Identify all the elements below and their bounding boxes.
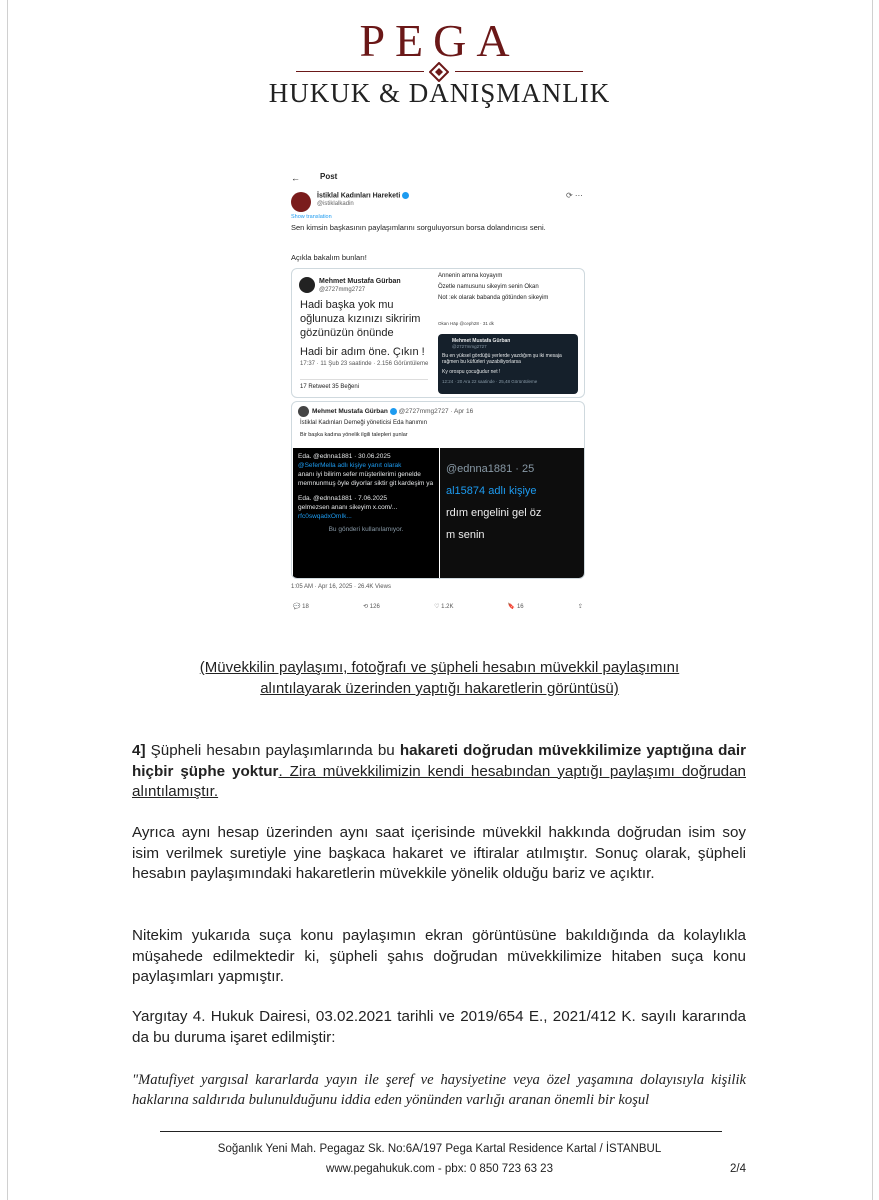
divider: [300, 379, 428, 380]
account-handle: @istiklalkadin: [317, 201, 354, 207]
quote-handle: @2727mmg2727: [319, 287, 366, 293]
court-quote: "Matufiyet yargısal kararlarda yayın ile şeref ve haysiyetine veya özel yaşamına dolayısıyla kişilik haklarına saldırıda bulunulduğunu iddia eden yönünden varlığı aranan önemli bir koşul: [132, 1072, 746, 1108]
dark-image-left: Eda. @ednna1881 · 30.06.2025 @SeferMella adlı kişiye yanıt olarak ananı iyi bilirim sefer müşterilerimi genelde memnunmuş öyle diyorlar siktir git kardeşim ya Eda. @ednna1881 · 7.06.2025 gelmezsen ananı sikeyim x.com/... rfc0swqadxOmIk... Bu gönderi kullanılamıyor.: [293, 448, 439, 578]
share-icon: ⇪: [577, 604, 583, 610]
dark-image-right: @ednna1881 · 25 al15874 adlı kişiye rdım engelini gel öz m senin: [440, 448, 585, 578]
like-icon: ♡ 1.2K: [434, 604, 454, 610]
logo-title: PEGA: [359, 15, 520, 66]
reply-icon: 💬 18: [293, 604, 309, 610]
quote-name: Mehmet Mustafa Gürban: [319, 278, 401, 285]
quote-meta: 17:37 · 11 Şub 23 saatinde · 2.156 Görüntüleme: [300, 361, 429, 367]
more-icon: ⟳ ⋯: [566, 191, 583, 200]
avatar: [291, 192, 311, 212]
bookmark-icon: 🔖 16: [507, 604, 524, 610]
page-number: 2/4: [730, 1163, 746, 1175]
tweet-timestamp: 1:05 AM · Apr 16, 2025 · 26.4K Views: [291, 584, 391, 590]
retweet-icon: ⟲ 126: [363, 604, 380, 610]
tweet-screenshot: [283, 165, 595, 620]
footer-web: www.pegahukuk.com - pbx: 0 850 723 63 23: [326, 1163, 553, 1175]
tweet-actions: [293, 603, 583, 610]
paragraph-3: Nitekim yukarıda suça konu paylaşımın ekran görüntüsüne bakıldığında da kolaylıkla müşahede edilmektedir ki, şüpheli şahıs doğrudan müvekkilimize hitaben suça konu paylaşımları yapmıştır.: [132, 927, 746, 985]
paragraph-4: 4] Şüpheli hesabın paylaşımlarında bu hakareti doğrudan müvekkilimize yaptığına dair hiçbir şüphe yoktur. Zira müvekkilimizin kendi hesabından yaptığı paylaşımı doğrudan alıntılamıştır.: [132, 742, 747, 800]
paragraph-4b: Yargıtay 4. Hukuk Dairesi, 03.02.2021 tarihli ve 2019/654 E., 2021/412 K. sayılı kararında da bu duruma işaret edilmiştir:: [132, 1008, 746, 1046]
reply-header: Okan Häp @ceph28 · 31 dk: [438, 321, 494, 326]
avatar: [299, 277, 315, 293]
account-name: İstiklal Kadınları Hareketi: [317, 192, 409, 199]
show-translation-link: Show translation: [291, 214, 332, 220]
quote-name: Mehmet Mustafa Gürban @2727mmg2727 · Apr 16: [312, 408, 474, 416]
quote-line-2: Bir başka kadına yönelik ilgili talepleri şunlar: [300, 432, 408, 438]
quote-big-text: Hadi başka yok mu oğlunuza kızınızı sikririm gözünüzün önünde: [300, 299, 421, 339]
quote-right-text: Annenin amına koyayım Özetle namusunu sikeyim senin Okan Not :ek olarak babanda götünden sikeyim: [438, 273, 549, 301]
quoted-tweet-1: [291, 268, 585, 398]
tweet-text: Sen kimsin başkasının paylaşımlarını sorguluyorsun borsa dolandırıcısı seni.: [291, 223, 546, 232]
logo-subtitle: HUKUK & DANIŞMANLIK: [268, 78, 611, 108]
verified-icon: [390, 408, 397, 415]
quote-big-text-2: Hadi bir adım öne. Çıkın !: [300, 346, 425, 358]
figure-caption: (Müvekkilin paylaşımı, fotoğrafı ve şüpheli hesabın müvekkil paylaşımını alıntılayarak üzerinden yaptığı hakaretlerin görüntüsü): [199, 659, 680, 697]
quote-stats: 17 Retweet 35 Beğeni: [300, 384, 360, 390]
back-arrow-icon: ←: [291, 173, 300, 183]
logo-rule-left: [296, 71, 424, 72]
post-title: Post: [320, 172, 338, 181]
dark-quote-card: Mehmet Mustafa Gürban @2727mmg2727 Bu en yüksel gördüğü yerlerde yazdığım şu iki mesaja rağmen bu küfürleri yazabiliyorlarsa Ky orospu çocuğudur net ! 12:24 · 20 Ara 22 saatinde · 25,48 Görüntüleme: [438, 334, 578, 394]
tweet-text-2: Açıkla bakalım bunları!: [291, 253, 367, 262]
footer-divider: [160, 1131, 722, 1132]
quote-line-1: İstiklal Kadınları Derneği yöneticisi Eda hanımın: [300, 420, 428, 426]
footer-address: Soğanlık Yeni Mah. Pegagaz Sk. No:6A/197 Pega Kartal Residence Kartal / İSTANBUL: [217, 1143, 662, 1155]
avatar: [298, 406, 309, 417]
quoted-tweet-2: [291, 401, 585, 579]
paragraph-2: Ayrıca aynı hesap üzerinden aynı saat içerisinde müvekkil hakkında doğrudan isim soy isim verilmek suretiyle yine başkaca hakaret ve iftiralar atılmıştır. Sonuç olarak, şüpheli hesabın paylaşımındaki hakaretlerin müvekkile yönelik olduğu bariz ve açıktır.: [132, 824, 746, 882]
logo-rule-right: [455, 71, 583, 72]
verified-icon: [402, 192, 409, 199]
